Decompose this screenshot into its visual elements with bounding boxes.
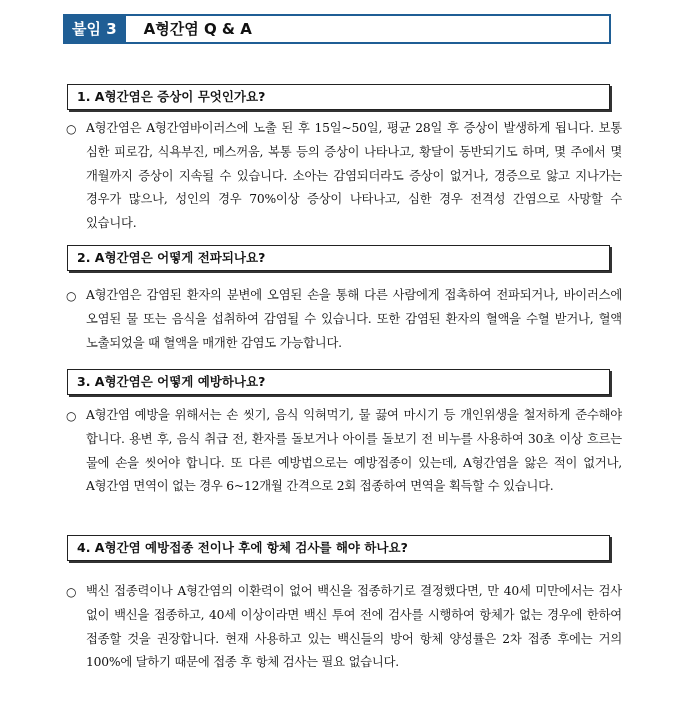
question-4-box: 4. A형간염 예방접종 전이나 후에 항체 검사를 해야 하나요?: [67, 535, 610, 561]
answer-2-bullet: ○: [66, 289, 77, 303]
answer-1-bullet: ○: [66, 122, 77, 136]
answer-2: [66, 284, 622, 355]
answer-1-text: A형간염은 A형간염바이러스에 노출 된 후 15일~50일, 평균 28일 후 증상이 발생하게 됩니다. 보통 심한 피로감, 식욕부진, 메스꺼움, 복통 등의 증상이 나타나고, 황달이 동반되기도 하며, 몇 주에서 몇 개월까지 증상이 지속될 수 있습니다. 소아는 감염되더라도 증상이 없거나, 경증으로 앓고 지나가는 경우가 많으나, 성인의 경우 70%이상 증상이 나타나고, 심한 경우 전격성 간염으로 사망할 수 있습니다.: [86, 121, 622, 231]
answer-3-bullet: ○: [66, 409, 77, 423]
answer-1: [66, 117, 622, 236]
answer-3: [66, 404, 622, 499]
attachment-label: 붙임 3: [65, 16, 126, 42]
question-1-box: 1. A형간염은 증상이 무엇인가요?: [67, 84, 610, 110]
answer-2-text: A형간염은 감염된 환자의 분변에 오염된 손을 통해 다른 사람에게 접촉하여 전파되거나, 바이러스에 오염된 물 또는 음식을 섭취하여 감염될 수 있습니다. 또한 감염된 환자의 혈액을 수혈 받거나, 혈액 노출되었을 때 혈액을 매개한 감염도 가능합니다.: [86, 288, 622, 350]
answer-4: [66, 580, 622, 675]
question-3-box: 3. A형간염은 어떻게 예방하나요?: [67, 369, 610, 395]
answer-4-bullet: ○: [66, 585, 77, 599]
answer-4-text: 백신 접종력이나 A형간염의 이환력이 없어 백신을 접종하기로 결정했다면, 만 40세 미만에서는 검사 없이 백신을 접종하고, 40세 이상이라면 백신 투여 전에 검사를 시행하여 항체가 없는 경우에 한하여 접종할 것을 권장합니다. 현재 사용하고 있는 백신들의 방어 항체 양성률은 2차 접종 후에는 거의 100%에 달하기 때문에 접종 후 항체 검사는 필요 없습니다.: [86, 584, 622, 670]
attachment-header: [63, 14, 611, 44]
question-2-box: 2. A형간염은 어떻게 전파되나요?: [67, 245, 610, 271]
answer-3-text: A형간염 예방을 위해서는 손 씻기, 음식 익혀먹기, 물 끓여 마시기 등 개인위생을 철저하게 준수해야 합니다. 용변 후, 음식 취급 전, 환자를 돌보거나 아이를 돌보기 전 비누를 사용하여 30초 이상 흐르는 물에 손을 씻어야 합니다. 또 다른 예방법으로는 예방접종이 있는데, A형간염을 앓은 적이 없거나, A형간염 면역이 없는 경우 6~12개월 간격으로 2회 접종하여 면역을 획득할 수 있습니다.: [86, 408, 622, 494]
document-title: A형간염 Q & A: [143, 20, 252, 38]
